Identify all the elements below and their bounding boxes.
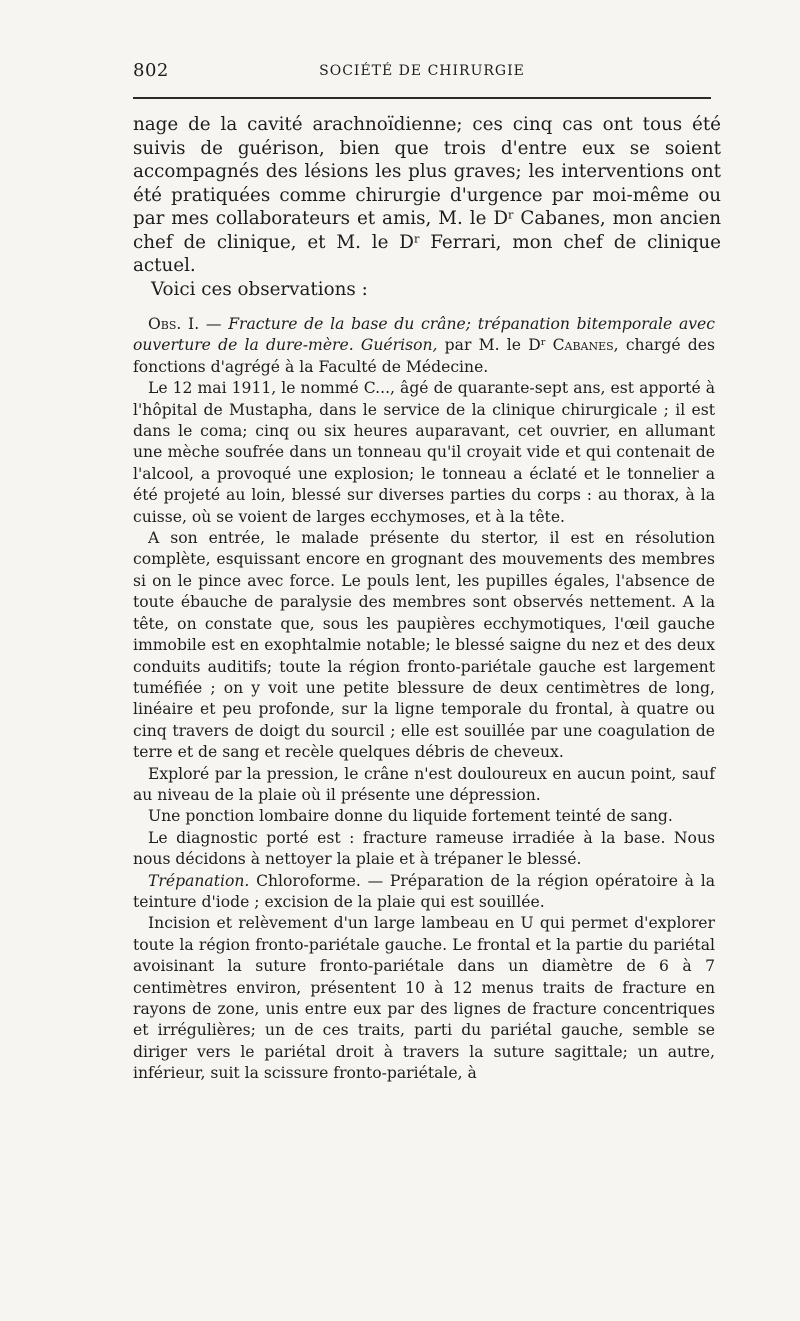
intro-lead-in: Voici ces observations : [151, 278, 368, 300]
obs-paragraph-1: Le 12 mai 1911, le nommé C..., âgé de quarante-sept ans, est apporté à l'hôpital de Mustapha, dans le service de la clinique chirurgicale ; il est dans le coma; cinq ou six heures auparavant, cet ouvrier, en allumant une mèche soufrée dans un tonneau qu'il croyait vide et qui contenait de l'alcool, a provoqué une explosion; le tonneau a éclaté et le tonnelier a été projeté au loin, blessé sur diverses parties du corps : au thorax, à la cuisse, où se voient de larges ecchymoses, et à la tête. [133, 379, 715, 526]
intro-paragraph: nage de la cavité arachnoïdienne; ces cinq cas ont tous été suivis de guérison, bien que trois d'entre eux se soient accompagnés des lésions les plus graves; les interventions ont été pratiquées comme chirurgie d'urgence par moi-même ou par mes collaborateurs et amis, M. le $D^r$ Cabanes, mon ancien chef de clinique, et M. le $D^r$ Ferrari, mon chef de clinique actuel. [133, 114, 721, 276]
obs-author: Cabanes [552, 336, 614, 355]
obs-paragraph-2: A son entrée, le malade présente du stertor, il est en résolution complète, esquissant encore en grognant des mouvements des membres si on le pince avec force. Le pouls lent, les pupilles égales, l'absence de toute ébauche de paralysie des membres sont observés nettement. A la tête, on constate que, sous les paupières ecchymotiques, l'œil gauche immobile est en exophtalmie notable; le blessé saigne du nez et des deux conduits auditifs; toute la région fronto-pariétale gauche est largement tuméfiée ; on y voit une petite blessure de deux centimètres de long, linéaire et peu profonde, sur la ligne temporale du frontal, à quatre ou cinq travers de doigt du sourcil ; elle est souillée par une coagulation de terre et de sang et recèle quelques débris de cheveux. [133, 529, 715, 762]
observation-1 [133, 314, 715, 1085]
header-rule [133, 97, 711, 99]
obs-paragraph-5: Le diagnostic porté est : fracture rameuse irradiée à la base. Nous nous décidons à nettoyer la plaie et à trépaner le blessé. [133, 828, 715, 869]
page-header [133, 60, 711, 88]
observation-heading: Obs. I. — Fracture de la base du crâne; trépanation bitemporale avec ouverture de la dure-mère. Guérison, par M. le $D^r$ Cabanes, chargé des fonctions d'agrégé à la Faculté de Médecine. [133, 315, 716, 376]
obs-paragraph-6: Trépanation. Chloroforme. — Préparation de la région opératoire à la teinture d'iode ; excision de la plaie qui est souillée. [133, 871, 715, 911]
obs-paragraph-3: Exploré par la pression, le crâne n'est douloureux en aucun point, sauf au niveau de la plaie où il présente une dépression. [133, 764, 715, 804]
obs-paragraph-4: Une ponction lombaire donne du liquide fortement teinté de sang. [148, 807, 673, 826]
intro-text [133, 113, 721, 301]
page-number: 802 [133, 60, 169, 81]
obs-label: Obs. I. [148, 315, 200, 333]
running-title: SOCIÉTÉ DE CHIRURGIE [319, 63, 525, 79]
obs-paragraph-7: Incision et relèvement d'un large lambeau en U qui permet d'explorer toute la région fronto-pariétale gauche. Le frontal et la partie du pariétal avoisinant la suture fronto-pariétale dans un diamètre de 6 à 7 centimètres environ, présentent 10 à 12 menus traits de fracture en rayons de zone, unis entre eux par des lignes de fracture concentriques et irrégulières; un de ces traits, parti du pariétal gauche, semble se diriger vers le pariétal droit à travers la suture sagittale; un autre, inférieur, suit la scissure fronto-pariétale, à [133, 914, 715, 1083]
obs-title: Fracture de la base du crâne; trépanation bitemporale avec ouverture de la dure-mère. Guérison, [133, 315, 716, 355]
